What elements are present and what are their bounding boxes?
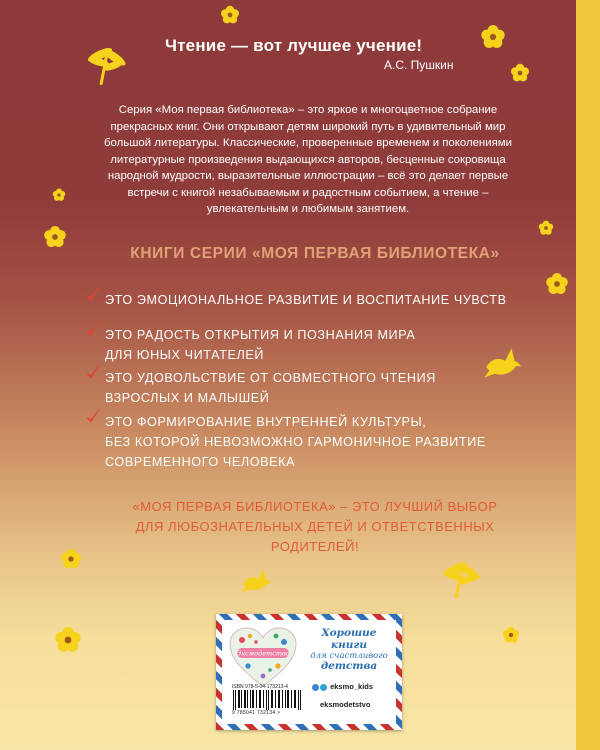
- benefit-item: [105, 412, 486, 472]
- description-line: встречи с книгой незабываемым и радостным событием, а чтение –: [127, 186, 489, 199]
- flower-icon: [545, 272, 569, 296]
- check-icon: [84, 361, 104, 383]
- heart-logo-icon: [228, 626, 298, 688]
- publisher-badge: [216, 614, 402, 730]
- description-line: народной мудрости, выразительные иллюстрации – всё это делает первые: [107, 170, 509, 182]
- telegram-icon: [320, 684, 327, 691]
- description-line: Серия «Моя первая библиотека» – это яркое и многоцветное собрание: [118, 104, 498, 116]
- check-icon: [84, 283, 104, 305]
- slogan-line: книги: [331, 638, 367, 651]
- description-line: литературные произведения выдающихся авторов, бесценные сокровища: [110, 153, 506, 166]
- check-icon: [84, 405, 104, 427]
- benefit-line: ВЗРОСЛЫХ И МАЛЫШЕЙ: [105, 391, 270, 405]
- benefit-line: ЭТО РАДОСТЬ ОТКРЫТИЯ И ПОЗНАНИЯ МИРА: [105, 328, 416, 342]
- cover-spine-strip: [576, 0, 600, 750]
- closing-line: РОДИТЕЛЕЙ!: [270, 539, 360, 554]
- series-description: [70, 102, 546, 218]
- closing-line: ДЛЯ ЛЮБОЗНАТЕЛЬНЫХ ДЕТЕЙ И ОТВЕТСТВЕННЫХ: [135, 519, 495, 534]
- slogan-line: Хорошие: [321, 627, 377, 639]
- dragonfly-icon: [438, 553, 484, 599]
- check-icon: [84, 318, 104, 340]
- flower-icon: [510, 63, 530, 83]
- benefit-item: [105, 290, 507, 310]
- benefit-item: [105, 368, 436, 408]
- barcode-digits: 9 785041 732134 >: [232, 710, 281, 716]
- flower-icon: [502, 626, 520, 644]
- slogan-line: детства: [320, 660, 378, 672]
- barcode-icon: [232, 690, 302, 710]
- closing-line: «МОЯ ПЕРВАЯ БИБЛИОТЕКА» – ЭТО ЛУЧШИЙ ВЫБОР: [132, 499, 498, 514]
- description-line: прекрасных книг. Они открывают детям широкий путь в удивительный мир: [110, 120, 506, 133]
- publisher-slogan: [308, 628, 390, 673]
- benefit-line: ЭТО ЭМОЦИОНАЛЬНОЕ РАЗВИТИЕ И ВОСПИТАНИЕ ЧУВСТВ: [105, 293, 507, 307]
- slogan-line: для счастливого: [310, 651, 388, 661]
- dragonfly-icon: [82, 38, 130, 86]
- benefit-line: ЭТО УДОВОЛЬСТВИЕ ОТ СОВМЕСТНОГО ЧТЕНИЯ: [105, 371, 436, 385]
- flower-icon: [54, 626, 82, 654]
- flower-icon: [538, 220, 554, 236]
- benefit-line: ЭТО ФОРМИРОВАНИЕ ВНУТРЕННЕЙ КУЛЬТУРЫ,: [105, 415, 427, 429]
- description-line: увлекательным и любимым занятием.: [206, 203, 410, 215]
- flower-icon: [480, 24, 506, 50]
- benefit-line: ДЛЯ ЮНЫХ ЧИТАТЕЛЕЙ: [105, 348, 264, 362]
- social-handle-text: eksmo_kids: [330, 682, 374, 691]
- publisher-website: eksmodetstvo: [320, 700, 371, 709]
- flower-icon: [52, 188, 66, 202]
- closing-statement: [60, 497, 570, 557]
- benefit-line: БЕЗ КОТОРОЙ НЕВОЗМОЖНО ГАРМОНИЧНОЕ РАЗВИТИЕ: [105, 435, 486, 449]
- vk-icon: [312, 684, 319, 691]
- social-handle: [312, 682, 373, 691]
- quote-author: А.С. Пушкин: [384, 58, 454, 72]
- benefit-line: СОВРЕМЕННОГО ЧЕЛОВЕКА: [105, 455, 296, 469]
- quote-text: Чтение — вот лучшее учение!: [165, 36, 423, 55]
- section-title: КНИГИ СЕРИИ «МОЯ ПЕРВАЯ БИБЛИОТЕКА»: [130, 245, 500, 262]
- benefit-item: [105, 325, 415, 365]
- bird-icon: [478, 340, 524, 382]
- flower-icon: [220, 5, 240, 25]
- description-line: большой литературы. Классические, проверенные временем и поколениями: [104, 137, 512, 149]
- logo-text: Эксмодетство: [236, 649, 290, 658]
- isbn-number: ISBN 978-5-04-173213-4: [232, 684, 288, 690]
- bird-icon: [236, 562, 274, 596]
